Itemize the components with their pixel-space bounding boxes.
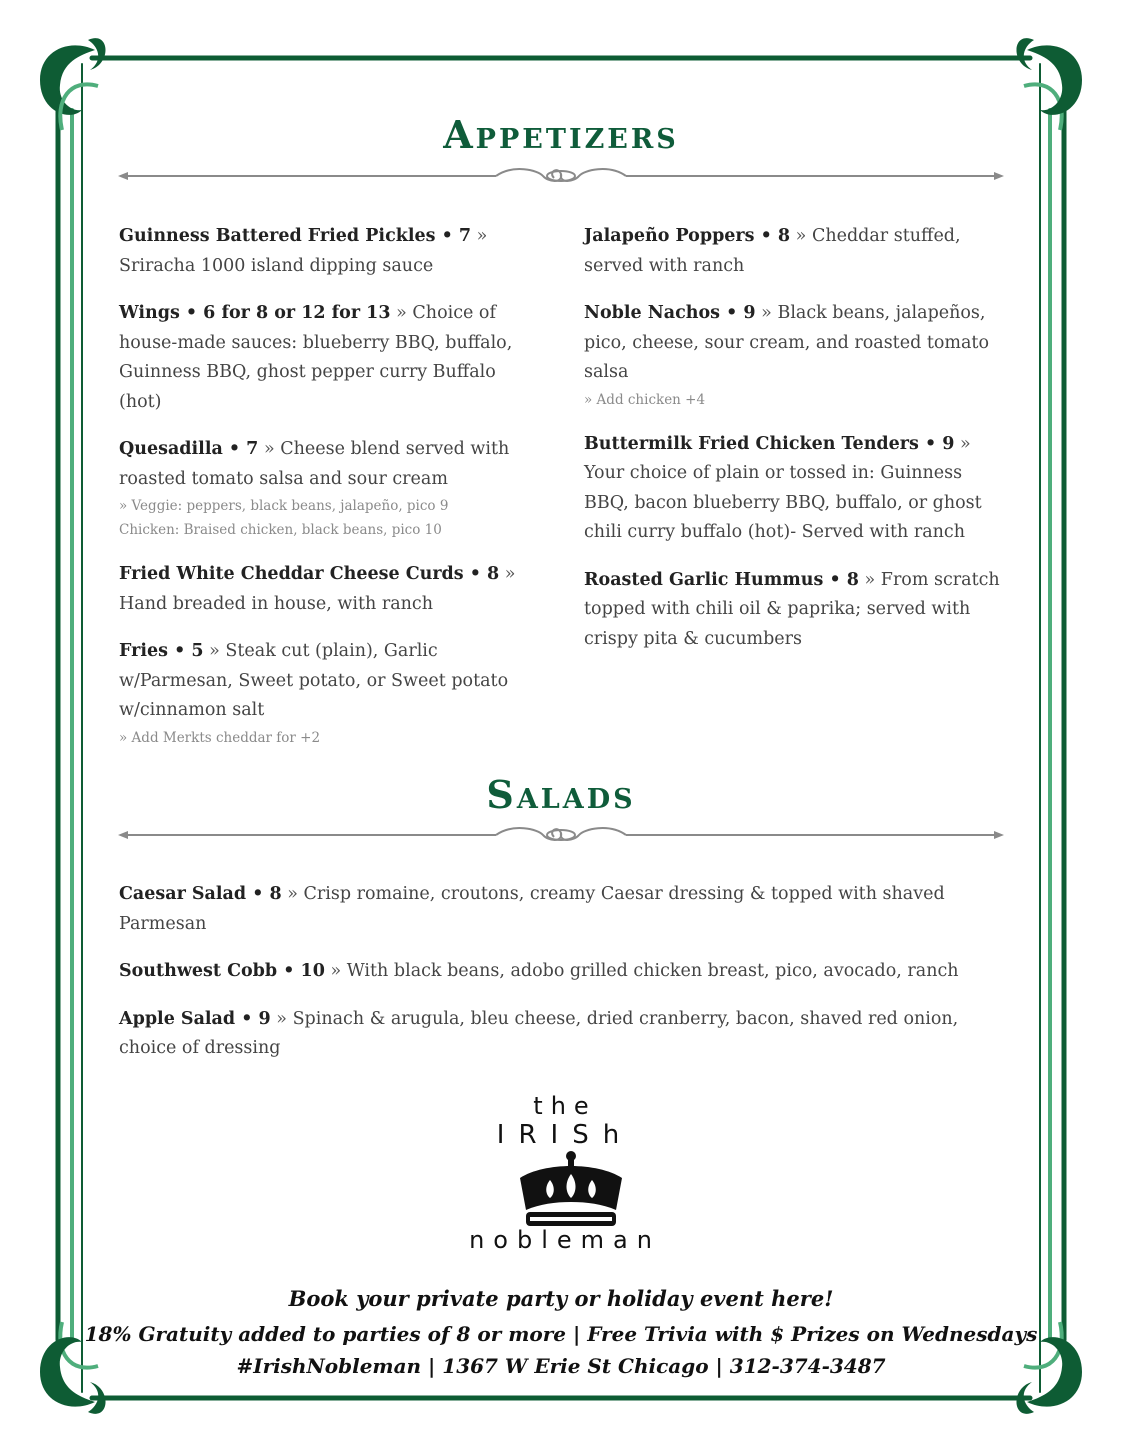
menu-item: Caesar Salad • 8 » Crisp romaine, croutons, creamy Caesar dressing & topped with shaved Parmesan — [119, 884, 945, 934]
footer-booking: Book your private party or holiday event here! — [288, 1286, 834, 1311]
crown-icon — [512, 1148, 630, 1230]
item-note: » Add chicken +4 — [584, 391, 706, 408]
menu-item: Fries • 5 » Steak cut (plain), Garlic w/Parmesan, Sweet potato, or Sweet potato w/cinnamon salt » Add Merkts cheddar for +2 — [119, 637, 539, 750]
menu-item: Apple Salad • 9 » Spinach & arugula, bleu cheese, dried cranberry, bacon, shaved red onion, choice of dressing — [119, 1008, 959, 1058]
item-name: Noble Nachos • 9 — [584, 303, 756, 323]
item-description: Cheddar stuffed, served with ranch — [584, 226, 961, 276]
menu-item: Fried White Cheddar Cheese Curds • 8 » Hand breaded in house, with ranch — [119, 564, 516, 614]
menu-item: Wings • 6 for 8 or 12 for 13 » Choice of house-made sauces: blueberry BBQ, buffalo, Guinness BBQ, ghost pepper curry Buffalo (hot) — [119, 303, 513, 412]
menu-item: Quesadilla • 7 » Cheese blend served with roasted tomato salsa and sour cream » Veggie: peppers, black beans, jalapeño, pico 9 Chicken: Braised chicken, black beans, pico 10 — [119, 435, 539, 542]
footer-contact: #IrishNobleman | 1367 W Erie St Chicago | 312-374-3487 — [236, 1354, 886, 1378]
irish-nobleman-logo — [440, 1092, 690, 1262]
item-name: Southwest Cobb • 10 — [119, 961, 325, 981]
corner-ornament-top-left — [40, 38, 106, 115]
appetizers-heading: Appetizers — [443, 112, 679, 157]
item-description: Choice of house-made sauces: blueberry BBQ, buffalo, Guinness BBQ, ghost pepper curry Buffalo (hot) — [119, 303, 513, 412]
item-name: Fries • 5 — [119, 641, 204, 661]
item-description: Hand breaded in house, with ranch — [119, 593, 433, 614]
item-note: Chicken: Braised chicken, black beans, pico 10 — [119, 522, 442, 538]
item-name: Apple Salad • 9 — [119, 1008, 271, 1029]
footer-gratuity-trivia: 18% Gratuity added to parties of 8 or more | Free Trivia with $ Prizes on Wednesdays — [84, 1322, 1038, 1346]
item-name: Buttermilk Fried Chicken Tenders • 9 — [584, 433, 955, 454]
item-name: Roasted Garlic Hummus • 8 — [584, 569, 859, 590]
item-name: Jalapeño Poppers • 8 — [584, 226, 791, 246]
item-description: Black beans, jalapeños, pico, cheese, sour cream, and roasted tomato salsa — [584, 303, 990, 382]
item-description: Cheese blend served with roasted tomato salsa and sour cream — [119, 439, 510, 489]
item-name: Guinness Battered Fried Pickles • 7 — [119, 226, 472, 246]
salads-divider — [118, 825, 1004, 845]
menu-item: Southwest Cobb • 10 » With black beans, adobo grilled chicken breast, pico, avocado, ranch — [119, 961, 959, 981]
logo-word-the: the — [533, 1092, 597, 1120]
appetizers-right-column — [584, 222, 1004, 672]
appetizers-left-column — [119, 222, 539, 768]
item-name: Caesar Salad • 8 — [119, 884, 282, 904]
corner-ornament-top-right — [1016, 38, 1082, 115]
item-description: Steak cut (plain), Garlic w/Parmesan, Sweet potato, or Sweet potato w/cinnamon salt — [119, 641, 509, 720]
item-description: With black beans, adobo grilled chicken breast, pico, avocado, ranch — [346, 961, 959, 981]
menu-item: Roasted Garlic Hummus • 8 » From scratch topped with chili oil & paprika; served with crispy pita & cucumbers — [584, 569, 1000, 649]
appetizers-divider — [118, 166, 1004, 186]
menu-item: Noble Nachos • 9 » Black beans, jalapeños, pico, cheese, sour cream, and roasted tomato salsa » Add chicken +4 — [584, 299, 1004, 412]
menu-item: Jalapeño Poppers • 8 » Cheddar stuffed, served with ranch — [584, 226, 961, 276]
logo-word-nobleman: nobleman — [469, 1226, 661, 1254]
item-note: » Add Merkts cheddar for +2 — [119, 729, 321, 746]
item-description: From scratch topped with chili oil & paprika; served with crispy pita & cucumbers — [584, 569, 1000, 649]
item-description: Spinach & arugula, bleu cheese, dried cranberry, bacon, shaved red onion, choice of dressing — [119, 1008, 959, 1058]
item-description: Your choice of plain or tossed in: Guinness BBQ, bacon blueberry BBQ, buffalo, or ghost chili curry buffalo (hot)- Served with ranch — [584, 463, 982, 542]
salads-heading: Salads — [486, 772, 636, 817]
item-description: Crisp romaine, croutons, creamy Caesar dressing & topped with shaved Parmesan — [119, 884, 945, 934]
item-name: Fried White Cheddar Cheese Curds • 8 — [119, 564, 500, 584]
item-name: Wings • 6 for 8 or 12 for 13 — [119, 303, 391, 323]
item-name: Quesadilla • 7 — [119, 439, 259, 459]
item-note: » Veggie: peppers, black beans, jalapeño, pico 9 — [119, 498, 449, 514]
menu-item: Buttermilk Fried Chicken Tenders • 9 » Your choice of plain or tossed in: Guinness BBQ, bacon blueberry BBQ, buffalo, or ghost chili curry buffalo (hot)- Served with ranch — [584, 433, 982, 542]
menu-item: Guinness Battered Fried Pickles • 7 » Sriracha 1000 island dipping sauce — [119, 226, 488, 276]
logo-word-irish: IRISh — [496, 1120, 634, 1150]
item-description: Sriracha 1000 island dipping sauce — [119, 255, 434, 276]
salads-list — [119, 880, 979, 1082]
